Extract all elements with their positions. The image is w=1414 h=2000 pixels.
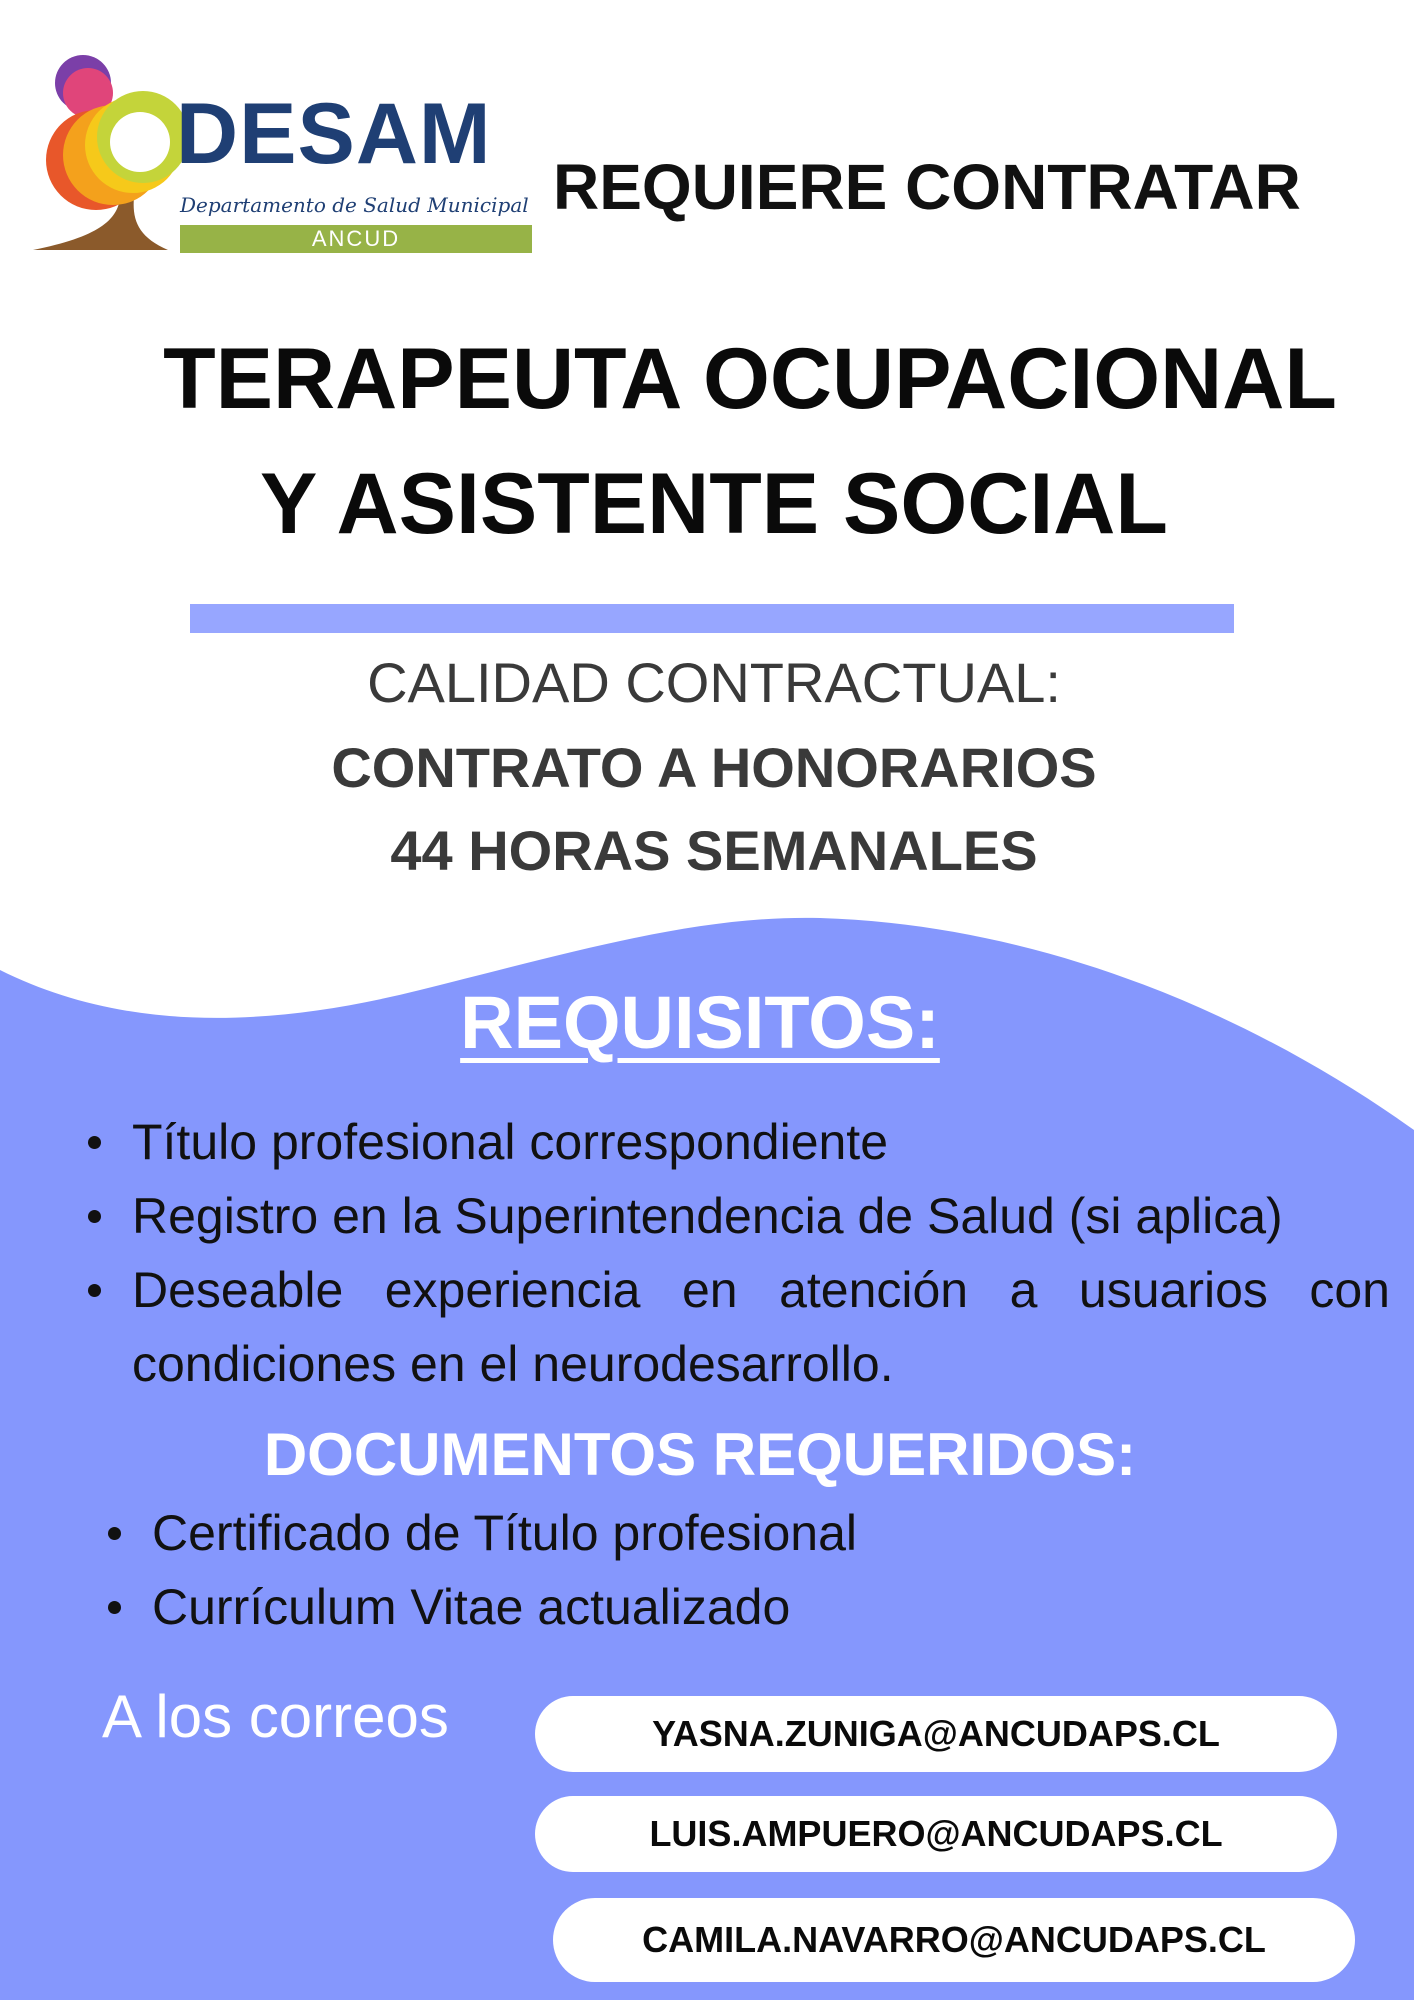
headline: REQUIERE CONTRATAR [553, 151, 1301, 223]
job-title-line-1: TERAPEUTA OCUPACIONAL [163, 331, 1337, 427]
list-item: Registro en la Superintendencia de Salud (si aplica) [80, 1179, 1390, 1253]
contract-label: CALIDAD CONTRACTUAL: [367, 651, 1061, 714]
email-link[interactable]: YASNA.ZUNIGA@ANCUDAPS.CL [535, 1696, 1337, 1772]
contract-type: CONTRATO A HONORARIOS [331, 736, 1097, 799]
list-item: Deseable experiencia en atención a usuarios con condiciones en el neurodesarrollo. [80, 1253, 1390, 1401]
contact-label: A los correos [102, 1683, 449, 1750]
logo-subtitle: Departamento de Salud Municipal [180, 193, 529, 217]
requirements-heading: REQUISITOS: [460, 981, 940, 1064]
list-item: Currículum Vitae actualizado [100, 1570, 1100, 1644]
email-link[interactable]: LUIS.AMPUERO@ANCUDAPS.CL [535, 1796, 1337, 1872]
list-item: Título profesional correspondiente [80, 1105, 1390, 1179]
logo-location: ANCUD [311, 226, 401, 251]
list-item: Certificado de Título profesional [100, 1496, 1100, 1570]
desam-logo [28, 45, 538, 260]
documents-list [100, 1496, 1100, 1644]
email-link[interactable]: CAMILA.NAVARRO@ANCUDAPS.CL [553, 1898, 1355, 1982]
job-title-line-2: Y ASISTENTE SOCIAL [260, 456, 1168, 552]
documents-heading: DOCUMENTOS REQUERIDOS: [263, 1421, 1137, 1488]
logo-location-band [180, 225, 532, 253]
requirements-list [80, 1105, 1390, 1401]
logo-text: DESAM [176, 86, 492, 182]
divider-bar [190, 604, 1234, 633]
contract-hours: 44 HORAS SEMANALES [390, 819, 1038, 882]
